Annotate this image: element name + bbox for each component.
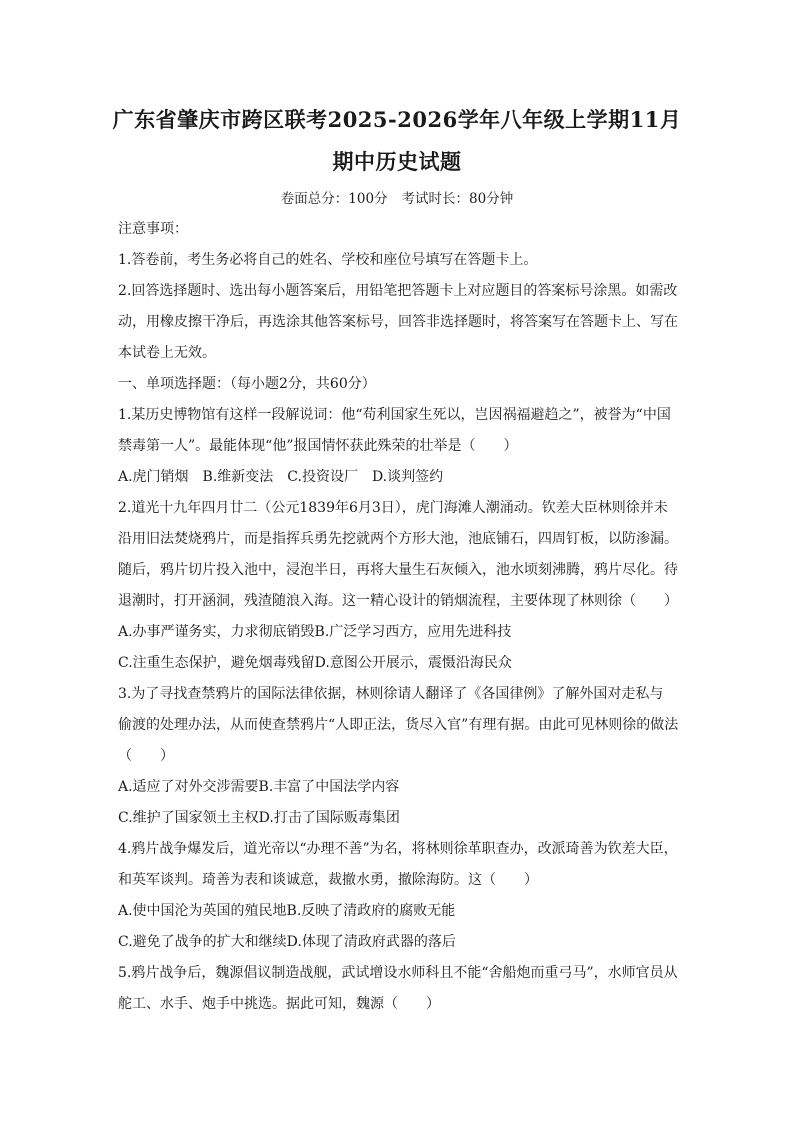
q4-line1: 4.鸦片战争爆发后，道光帝以“办理不善”为名，将林则徐革职查办，改派琦善为钦差大臣， — [118, 841, 678, 857]
q3-line3: （ ） — [118, 748, 174, 764]
q4-line2: 和英军谈判。琦善为表和谈诚意，裁撤水勇，撤除海防。这（ ） — [118, 872, 538, 888]
section1-heading: 一、单项选择题：（每小题2分，共60分） — [118, 376, 376, 392]
q4-options-cd: C.避免了战争的扩大和继续D.体现了清政府武器的落后 — [118, 934, 456, 950]
q2-line3: 随后，鸦片切片投入池中，浸泡半日，再将大量生石灰倾入，池水顷刻沸腾，鸦片尽化。待 — [118, 562, 678, 578]
note-2-line1: 2.回答选择题时、选出每小题答案后，用铅笔把答题卡上对应题目的答案标号涂黑。如需改 — [118, 283, 678, 299]
exam-meta — [0, 187, 794, 207]
q3-line1: 3.为了寻找查禁鸦片的国际法律依据，林则徐请人翻译了《各国律例》了解外国对走私与 — [118, 686, 664, 702]
q5-line1: 5.鸦片战争后，魏源倡议制造战舰，武试增设水师科且不能“舍船炮而重弓马”，水师官员从 — [118, 965, 678, 981]
note-2-line3: 本试卷上无效。 — [118, 345, 216, 361]
q1-options: A.虎门销烟 B.维新变法 C.投资设厂 D.谈判签约 — [118, 469, 444, 485]
exam-duration: 考试时长：80分钟 — [401, 191, 514, 207]
note-1: 1.答卷前，考生务必将自己的姓名、学校和座位号填写在答题卡上。 — [118, 252, 538, 268]
exam-title-line1: 广东省肇庆市跨区联考2025-2026学年八年级上学期11月 — [112, 107, 682, 132]
q1-line1: 1.某历史博物馆有这样一段解说词：他“苟利国家生死以，岂因祸福避趋之”，被誉为“中国 — [118, 407, 671, 423]
total-score: 卷面总分：100分 — [280, 191, 388, 207]
q2-line1: 2.道光十九年四月廿二（公元1839年6月3日），虎门海滩人潮涌动。钦差大臣林则徐并未 — [118, 500, 668, 516]
q5-line2: 舵工、水手、炮手中挑选。据此可知，魏源（ ） — [118, 996, 440, 1012]
notes-heading: 注意事项： — [118, 221, 188, 237]
q4-options-ab: A.使中国沦为英国的殖民地B.反映了清政府的腐败无能 — [118, 903, 456, 919]
q3-options-cd: C.维护了国家领土主权D.打击了国际贩毒集团 — [118, 810, 400, 826]
q3-line2: 偷渡的处理办法，从而使查禁鸦片“人即正法，货尽入官”有理有据。由此可见林则徐的做法 — [118, 717, 679, 733]
q2-line4: 退潮时，打开涵洞，残渣随浪入海。这一精心设计的销烟流程，主要体现了林则徐（ ） — [118, 593, 678, 609]
q3-options-ab: A.适应了对外交涉需要B.丰富了中国法学内容 — [118, 779, 400, 795]
exam-title-line2: 期中历史试题 — [332, 149, 462, 174]
q2-options-cd: C.注重生态保护，避免烟毒残留D.意图公开展示，震慑沿海民众 — [118, 655, 512, 671]
q1-line2: 禁毒第一人”。最能体现“他”报国情怀获此殊荣的壮举是（ ） — [118, 438, 518, 454]
q2-line2: 沿用旧法焚烧鸦片，而是指挥兵勇先挖就两个方形大池，池底铺石，四周钉板，以防渗漏。 — [118, 531, 678, 547]
note-2-line2: 动，用橡皮擦干净后，再选涂其他答案标号，回答非选择题时，将答案写在答题卡上、写在 — [118, 314, 678, 330]
q2-options-ab: A.办事严谨务实，力求彻底销毁B.广泛学习西方，应用先进科技 — [118, 624, 512, 640]
